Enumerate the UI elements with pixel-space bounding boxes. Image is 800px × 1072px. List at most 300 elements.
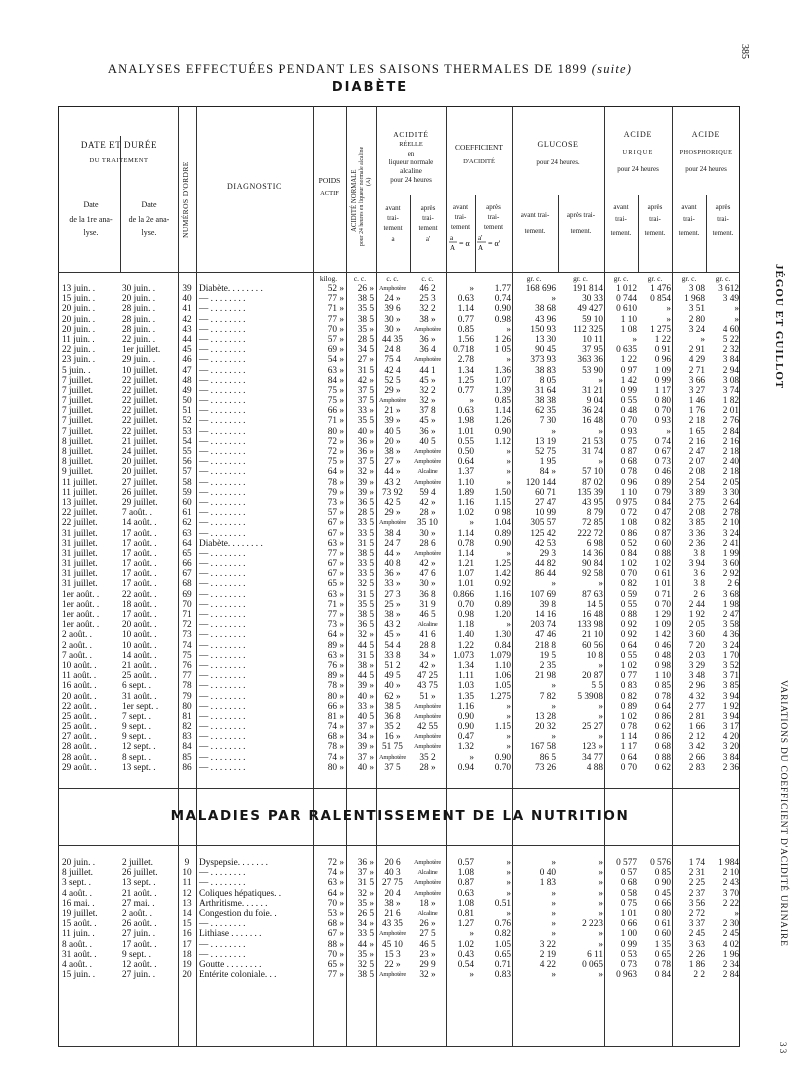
cell-acide-urique-apres: 0 79: [654, 487, 671, 498]
cell-acidite-reelle-avant: 40 5: [384, 426, 401, 437]
cell-coefficient-apres: 1.05: [494, 681, 511, 692]
cell-order-number: 41: [182, 304, 192, 315]
cell-order-number: 14: [182, 908, 192, 919]
cell-acidite-normale: 35 5: [357, 416, 374, 427]
cell-order-number: 10: [182, 868, 192, 879]
cell-date-second-analysis: 28 juin. .: [122, 324, 156, 335]
cell-acide-phosphorique-apres: 2 94: [722, 365, 739, 376]
header-tement: tement: [383, 224, 403, 232]
cell-coefficient-apres: 0.70: [494, 762, 511, 773]
cell-acide-phosphorique-apres: 2 32: [722, 345, 739, 356]
cell-glucose-avant: 14 16: [535, 610, 556, 620]
cell-acidite-reelle-avant: 54 4: [384, 640, 401, 651]
cell-acidite-normale: 32 »: [357, 630, 374, 641]
cell-date-first-analysis: 8 août. .: [62, 939, 92, 950]
cell-order-number: 73: [182, 630, 192, 641]
cell-diagnostic: — . . . . . . . .: [199, 681, 246, 692]
header-bottom-rule: [58, 272, 740, 273]
cell-glucose-apres: 8 79: [586, 508, 603, 519]
cell-glucose-apres: 30 33: [582, 294, 603, 305]
cell-coefficient-avant: 1.03: [457, 681, 474, 692]
cell-date-second-analysis: 17 août. .: [122, 559, 157, 570]
table-row: [60, 335, 740, 345]
cell-date-first-analysis: 11 juin. .: [62, 929, 95, 940]
header-urique-tement2: tement.: [644, 229, 666, 237]
cell-acidite-reelle-avant: 45 »: [384, 630, 401, 641]
cell-date-second-analysis: 22 juillet.: [122, 375, 158, 386]
table-row: [60, 600, 740, 610]
cell-diagnostic: — . . . . . . . .: [199, 630, 246, 641]
cell-order-number: 67: [182, 569, 192, 580]
cell-glucose-avant: »: [551, 732, 556, 743]
cell-glucose-apres: »: [598, 660, 603, 671]
cell-acide-urique-avant: 0 57: [620, 868, 637, 879]
cell-acide-phosphorique-avant: 2 96: [688, 681, 705, 692]
cell-date-first-analysis: 1er août. .: [62, 599, 100, 610]
cell-diagnostic: — . . . . . . . .: [199, 579, 246, 590]
cell-date-first-analysis: 20 juin. .: [62, 324, 96, 335]
cell-coefficient-apres: »: [506, 457, 511, 468]
cell-coefficient-apres: 1.06: [494, 671, 511, 682]
cell-acidite-reelle-apres: Amphotère: [414, 859, 441, 866]
cell-date-first-analysis: 1er août. .: [62, 620, 100, 631]
cell-order-number: 56: [182, 457, 192, 468]
cell-acidite-normale: 33 »: [357, 701, 374, 712]
cell-acide-phosphorique-apres: 1 70: [722, 650, 739, 661]
cell-acidite-reelle-avant: 29 »: [384, 385, 401, 396]
cell-acide-phosphorique-apres: 2 10: [722, 868, 739, 879]
cell-acidite-reelle-avant: 42 5: [384, 497, 401, 508]
cell-diagnostic: — . . . . . . . .: [199, 650, 246, 661]
cell-date-second-analysis: 12 août. .: [122, 959, 157, 970]
cell-acide-urique-apres: 0 47: [654, 508, 671, 519]
cell-acidite-normale: 40 »: [357, 762, 374, 773]
cell-glucose-avant: 21 98: [535, 671, 556, 682]
cell-acidite-normale: 31 5: [357, 650, 374, 661]
cell-glucose-apres: 16 48: [582, 416, 603, 427]
cell-acide-phosphorique-apres: 3 24: [722, 640, 739, 651]
cell-acidite-reelle-avant: 45 10: [382, 939, 403, 950]
cell-date-second-analysis: 10 août. .: [122, 640, 157, 651]
svg-text:a': a': [478, 234, 483, 242]
cell-poids-actif: 67 »: [327, 569, 344, 580]
cell-coefficient-apres: 0.98: [494, 314, 511, 325]
cell-acide-urique-apres: 0 84: [654, 970, 671, 981]
cell-glucose-apres: 53 90: [582, 365, 603, 376]
cell-acide-phosphorique-avant: 1 74: [688, 858, 705, 868]
unit-label: kilog.: [319, 274, 338, 283]
cell-acide-phosphorique-apres: 2 16: [722, 436, 739, 447]
cell-date-second-analysis: 27 juin. .: [122, 970, 156, 981]
cell-coefficient-apres: 0.90: [494, 304, 511, 315]
cell-glucose-apres: 9 04: [586, 396, 603, 407]
cell-acide-phosphorique-apres: 2 30: [722, 919, 739, 930]
table-row: [60, 406, 740, 416]
cell-acidite-normale: 32 5: [357, 579, 374, 590]
cell-coefficient-avant: 1.07: [457, 569, 474, 580]
signature-mark: 3 3: [778, 1042, 788, 1054]
cell-poids-actif: 77 »: [327, 314, 344, 325]
cell-acidite-reelle-avant: 27 3: [384, 589, 401, 600]
cell-acide-phosphorique-avant: 4 32: [688, 691, 705, 702]
cell-acide-phosphorique-apres: 2 10: [722, 518, 739, 529]
cell-glucose-avant: 125 42: [530, 528, 556, 539]
cell-date-first-analysis: 8 juillet.: [62, 457, 93, 468]
cell-acide-phosphorique-apres: 2 84: [722, 426, 739, 437]
cell-poids-actif: 69 »: [327, 345, 344, 356]
cell-diagnostic: — . . . . . . . .: [199, 640, 246, 651]
cell-date-first-analysis: 31 août. .: [62, 949, 97, 960]
cell-glucose-avant: 7 82: [539, 691, 556, 702]
cell-acide-phosphorique-avant: 1 92: [688, 610, 705, 620]
cell-diagnostic: — . . . . . . . .: [199, 528, 246, 539]
cell-glucose-avant: 19 5: [539, 650, 556, 661]
cell-coefficient-apres: 0.89: [494, 599, 511, 610]
cell-acidite-reelle-apres: 41 6: [419, 630, 436, 641]
cell-order-number: 48: [182, 375, 192, 386]
cell-poids-actif: 63 »: [327, 878, 344, 889]
cell-diagnostic: Lithiase . . . . . . .: [199, 929, 262, 940]
cell-poids-actif: 89 »: [327, 640, 344, 651]
cell-date-second-analysis: 9 sept. .: [122, 949, 151, 960]
cell-date-first-analysis: 20 août. .: [62, 691, 97, 702]
cell-date-second-analysis: 17 août. .: [122, 528, 157, 539]
table-row: [60, 416, 740, 426]
cell-acidite-reelle-avant: 73 92: [382, 487, 403, 498]
cell-acidite-normale: 38 »: [357, 660, 374, 671]
cell-acidite-normale: 39 »: [357, 742, 374, 753]
table-row: [60, 620, 740, 630]
unit-label: gr. c.: [715, 274, 731, 283]
cell-glucose-apres: 10 8: [586, 650, 603, 661]
cell-date-second-analysis: 28 juin. .: [122, 314, 156, 325]
cell-acidite-reelle-apres: 27 5: [419, 929, 436, 940]
cell-coefficient-avant: »: [469, 929, 474, 940]
header-coeff-apres: après: [486, 203, 501, 211]
cell-acide-urique-apres: 1 01: [654, 579, 671, 590]
unit-label: gr. c.: [681, 274, 697, 283]
cell-acide-phosphorique-apres: 4 02: [722, 939, 739, 950]
cell-acide-phosphorique-avant: 2 26: [688, 949, 705, 960]
cell-poids-actif: 57 »: [327, 334, 344, 345]
running-title: VARIATIONS DU COEFFICIENT D'ACIDITÉ URINAIRE: [778, 680, 788, 947]
cell-acide-urique-avant: 1 02: [620, 660, 637, 671]
cell-poids-actif: 78 »: [327, 681, 344, 692]
cell-glucose-apres: 60 56: [582, 640, 603, 651]
cell-coefficient-avant: 1.32: [457, 742, 474, 753]
cell-acidite-reelle-apres: 28 »: [419, 508, 436, 519]
cell-coefficient-apres: »: [506, 858, 511, 868]
cell-acide-phosphorique-apres: 2 40: [722, 457, 739, 468]
cell-acidite-reelle-avant: 29 »: [384, 508, 401, 519]
cell-acide-phosphorique-avant: 3 37: [688, 919, 705, 930]
cell-glucose-avant: 86 5: [539, 752, 556, 763]
cell-date-first-analysis: 10 août. .: [62, 660, 97, 671]
cell-acidite-normale: 31 5: [357, 365, 374, 376]
cell-coefficient-avant: 0.81: [457, 908, 474, 919]
cell-coefficient-avant: 0.77: [457, 314, 474, 325]
cell-acide-urique-avant: 0 78: [620, 467, 637, 478]
cell-glucose-avant: 8 05: [539, 375, 556, 386]
cell-glucose-avant: »: [551, 970, 556, 981]
cell-diagnostic: Entérite coloniale. . .: [199, 970, 277, 981]
cell-diagnostic: Goutte . . . . . . . .: [199, 959, 262, 970]
cell-date-second-analysis: 14 août. .: [122, 518, 157, 529]
cell-diagnostic: — . . . . . . . .: [199, 426, 246, 437]
header-du-traitement: DU TRAITEMENT: [89, 157, 149, 164]
cell-acide-urique-avant: 0 64: [620, 752, 637, 763]
cell-acidite-normale: 40 »: [357, 691, 374, 702]
cell-order-number: 84: [182, 742, 192, 753]
cell-date-second-analysis: 10 août. .: [122, 630, 157, 641]
cell-coefficient-avant: 0.70: [457, 599, 474, 610]
cell-acidite-reelle-apres: Amphotère: [414, 879, 441, 887]
cell-acide-phosphorique-apres: 2 84: [722, 970, 739, 981]
section-separator-rule: [58, 845, 740, 846]
cell-acidite-reelle-apres: 45 »: [419, 375, 436, 386]
cell-poids-actif: 70 »: [327, 898, 344, 909]
table-row: [60, 549, 740, 559]
cell-acidite-normale: 38 5: [357, 294, 374, 305]
cell-acidite-reelle-apres: Amphotère: [414, 458, 441, 466]
cell-diagnostic: — . . . . . . . .: [199, 762, 246, 773]
table-row: [60, 427, 740, 437]
header-date2-sub: de la 2e ana-: [128, 215, 170, 224]
cell-order-number: 15: [182, 919, 192, 930]
cell-date-second-analysis: 25 août. .: [122, 671, 157, 682]
cell-date-first-analysis: 8 juillet.: [62, 436, 93, 447]
cell-acide-urique-avant: 1 012: [616, 284, 637, 294]
cell-date-first-analysis: 31 juillet.: [62, 538, 98, 549]
cell-acidite-reelle-apres: 47 6: [419, 569, 436, 580]
cell-date-first-analysis: 7 juillet.: [62, 385, 93, 396]
cell-date-second-analysis: 2 août. .: [122, 908, 152, 919]
cell-acidite-normale: 37 »: [357, 752, 374, 763]
cell-diagnostic: — . . . . . . . .: [199, 385, 246, 396]
cell-diagnostic: — . . . . . . . .: [199, 589, 246, 600]
cell-coefficient-avant: 1.98: [457, 416, 474, 427]
table-row: [60, 488, 740, 498]
cell-acidite-reelle-avant: 37 5: [384, 762, 401, 773]
unit-label: c. c.: [353, 274, 367, 283]
cell-coefficient-apres: »: [506, 447, 511, 457]
cell-diagnostic: — . . . . . . . .: [199, 365, 246, 376]
cell-order-number: 17: [182, 939, 192, 950]
cell-acidite-reelle-avant: 20 6: [384, 858, 401, 868]
cell-acidite-reelle-avant: 75 4: [384, 355, 401, 366]
cell-acide-phosphorique-apres: 2 6: [727, 579, 739, 590]
cell-coefficient-apres: 1.12: [494, 436, 511, 447]
header-coeff-avant: avant: [452, 203, 469, 211]
table-row: [60, 753, 740, 763]
cell-order-number: 72: [182, 620, 192, 631]
cell-poids-actif: 84 »: [327, 375, 344, 386]
cell-acide-phosphorique-avant: 3 85: [688, 518, 705, 529]
cell-acidite-reelle-avant: 43 2: [384, 620, 401, 631]
cell-date-second-analysis: 13 sept. .: [122, 878, 156, 889]
cell-acide-urique-avant: 0 975: [616, 497, 637, 508]
cell-acide-phosphorique-apres: 3 85: [722, 681, 739, 692]
header-urique-trai: trai-: [615, 215, 627, 223]
coefficient-formula-graphic: [446, 232, 512, 256]
cell-glucose-apres: »: [598, 732, 603, 743]
cell-coefficient-apres: »: [506, 467, 511, 478]
header-acide-phos: ACIDE: [691, 130, 721, 139]
cell-glucose-avant: 44 82: [535, 559, 556, 570]
cell-glucose-apres: 92 58: [582, 569, 603, 580]
cell-order-number: 19: [182, 959, 192, 970]
cell-glucose-avant: 305 57: [530, 518, 556, 529]
cell-date-first-analysis: 25 août. .: [62, 722, 97, 733]
cell-acide-urique-avant: 0 92: [620, 620, 637, 631]
cell-diagnostic: — . . . . . . . .: [199, 304, 246, 315]
cell-glucose-apres: 6 98: [586, 538, 603, 549]
cell-coefficient-apres: 1.42: [494, 569, 511, 580]
cell-acide-urique-avant: 0 86: [620, 528, 637, 539]
cell-acidite-reelle-avant: 40 8: [384, 559, 401, 570]
cell-date-first-analysis: 1er août. .: [62, 589, 100, 600]
cell-diagnostic: — . . . . . . . .: [199, 487, 246, 498]
cell-acidite-reelle-apres: 29 9: [419, 959, 436, 970]
cell-acide-phosphorique-avant: 1 86: [688, 959, 705, 970]
cell-poids-actif: 73 »: [327, 497, 344, 508]
cell-glucose-avant: 107 69: [530, 589, 556, 600]
cell-order-number: 63: [182, 528, 192, 539]
cell-acidite-reelle-avant: 21 »: [384, 406, 401, 417]
cell-acidite-reelle-apres: 37 8: [419, 406, 436, 417]
cell-acide-phosphorique-avant: 2 6: [693, 589, 705, 600]
cell-glucose-apres: 57 10: [582, 467, 603, 478]
cell-date-first-analysis: 28 août. .: [62, 742, 97, 753]
cell-coefficient-apres: 1.20: [494, 610, 511, 620]
cell-acidite-reelle-avant: 36 »: [384, 569, 401, 580]
table-row: [60, 722, 740, 732]
cell-coefficient-apres: 1.14: [494, 406, 511, 417]
cell-acidite-reelle-apres: 42 55: [417, 722, 438, 733]
cell-glucose-apres: 34 77: [582, 752, 603, 763]
cell-poids-actif: 73 »: [327, 620, 344, 631]
cell-acidite-reelle-avant: 33 8: [384, 650, 401, 661]
cell-poids-actif: 67 »: [327, 559, 344, 570]
cell-acide-phosphorique-avant: 3 56: [688, 898, 705, 909]
cell-acide-urique-avant: 0 88: [620, 610, 637, 620]
cell-coefficient-avant: 1.56: [457, 334, 474, 345]
cell-coefficient-avant: 0.98: [457, 610, 474, 620]
cell-order-number: 16: [182, 929, 192, 940]
cell-glucose-avant: 38 38: [535, 396, 556, 407]
cell-acidite-reelle-apres: Amphotère: [414, 733, 441, 741]
table-row: [60, 712, 740, 722]
cell-acidite-normale: 37 »: [357, 722, 374, 733]
cell-glucose-apres: 191 814: [572, 284, 603, 294]
cell-acidite-reelle-avant: 38 »: [384, 610, 401, 620]
table-row: [60, 315, 740, 325]
table-row: [60, 868, 740, 878]
cell-acide-phosphorique-apres: 2 01: [722, 406, 739, 417]
cell-acide-phosphorique-apres: 2 43: [722, 878, 739, 889]
cell-acide-phosphorique-avant: 3 24: [688, 324, 705, 335]
cell-acide-urique-avant: 0 963: [616, 970, 637, 981]
cell-poids-actif: 63 »: [327, 365, 344, 376]
cell-acide-urique-apres: 0 854: [650, 294, 671, 305]
cell-acidite-reelle-apres: 36 »: [419, 334, 436, 345]
cell-order-number: 11: [182, 878, 192, 889]
cell-acide-urique-apres: 0 88: [654, 752, 671, 763]
cell-order-number: 77: [182, 671, 192, 682]
cell-diagnostic: — . . . . . . . .: [199, 949, 246, 960]
cell-poids-actif: 54 »: [327, 355, 344, 366]
cell-acidite-reelle-apres: 47 25: [417, 671, 438, 682]
cell-date-first-analysis: 7 juillet.: [62, 406, 93, 417]
cell-poids-actif: 67 »: [327, 518, 344, 529]
cell-order-number: 83: [182, 732, 192, 743]
header-actif: ACTIF: [320, 190, 339, 197]
cell-diagnostic: — . . . . . . . .: [199, 416, 246, 427]
cell-coefficient-avant: 1.14: [457, 528, 474, 539]
cell-poids-actif: 72 »: [327, 447, 344, 457]
cell-coefficient-avant: 0.55: [457, 436, 474, 447]
table-row: [60, 559, 740, 569]
cell-glucose-avant: 27 47: [535, 497, 556, 508]
cell-acidite-reelle-avant: 51 75: [382, 742, 403, 753]
table-row: [60, 345, 740, 355]
cell-acide-phosphorique-avant: 3 48: [688, 671, 705, 682]
unit-label: gr. c.: [573, 274, 588, 283]
header-glucose: GLUCOSE: [537, 140, 579, 149]
cell-acide-urique-avant: 0 99: [620, 939, 637, 950]
cell-date-first-analysis: 11 août. .: [62, 671, 97, 682]
cell-acidite-reelle-avant: 36 8: [384, 711, 401, 722]
cell-order-number: 80: [182, 701, 192, 712]
cell-acidite-reelle-avant: 24 7: [384, 538, 401, 549]
cell-acidite-normale: 35 »: [357, 324, 374, 335]
cell-date-first-analysis: 16 août. .: [62, 681, 97, 692]
cell-coefficient-apres: 0.74: [494, 294, 511, 305]
table-row: [60, 590, 740, 600]
cell-acide-urique-avant: 1 08: [620, 518, 637, 529]
cell-poids-actif: 67 »: [327, 929, 344, 940]
cell-acidite-normale: 35 5: [357, 599, 374, 610]
cell-coefficient-apres: »: [506, 878, 511, 889]
cell-poids-actif: 64 »: [327, 888, 344, 899]
cell-acidite-reelle-avant: 44 »: [384, 548, 401, 559]
cell-acidite-normale: 33 5: [357, 518, 374, 529]
cell-coefficient-apres: »: [506, 732, 511, 743]
table-row: [60, 539, 740, 549]
cell-acide-urique-avant: 0 610: [616, 304, 637, 315]
cell-acide-urique-apres: »: [666, 426, 671, 437]
cell-acide-phosphorique-avant: 3 63: [688, 939, 705, 950]
cell-glucose-apres: 49 427: [577, 304, 603, 315]
svg-text:= α: = α: [459, 239, 470, 248]
cell-coefficient-avant: 1.25: [457, 375, 474, 386]
cell-glucose-avant: 150 93: [530, 324, 556, 335]
cell-date-second-analysis: 17 août. .: [122, 538, 157, 549]
cell-acide-phosphorique-avant: 3 8: [693, 548, 705, 559]
cell-acide-phosphorique-avant: 3 8: [693, 579, 705, 590]
cell-acidite-reelle-avant: 21 6: [384, 908, 401, 919]
cell-date-second-analysis: 12 sept. .: [122, 742, 156, 753]
cell-poids-actif: 80 »: [327, 426, 344, 437]
cell-acide-phosphorique-apres: 4 60: [722, 324, 739, 335]
cell-acidite-normale: 35 5: [357, 304, 374, 315]
cell-glucose-avant: 20 32: [535, 722, 556, 733]
table-row: [60, 858, 740, 868]
cell-date-second-analysis: 22 août. .: [122, 589, 157, 600]
cell-date-first-analysis: 7 juillet.: [62, 396, 93, 407]
cell-acide-urique-apres: 0 87: [654, 528, 671, 539]
cell-date-first-analysis: 4 août. .: [62, 959, 92, 970]
